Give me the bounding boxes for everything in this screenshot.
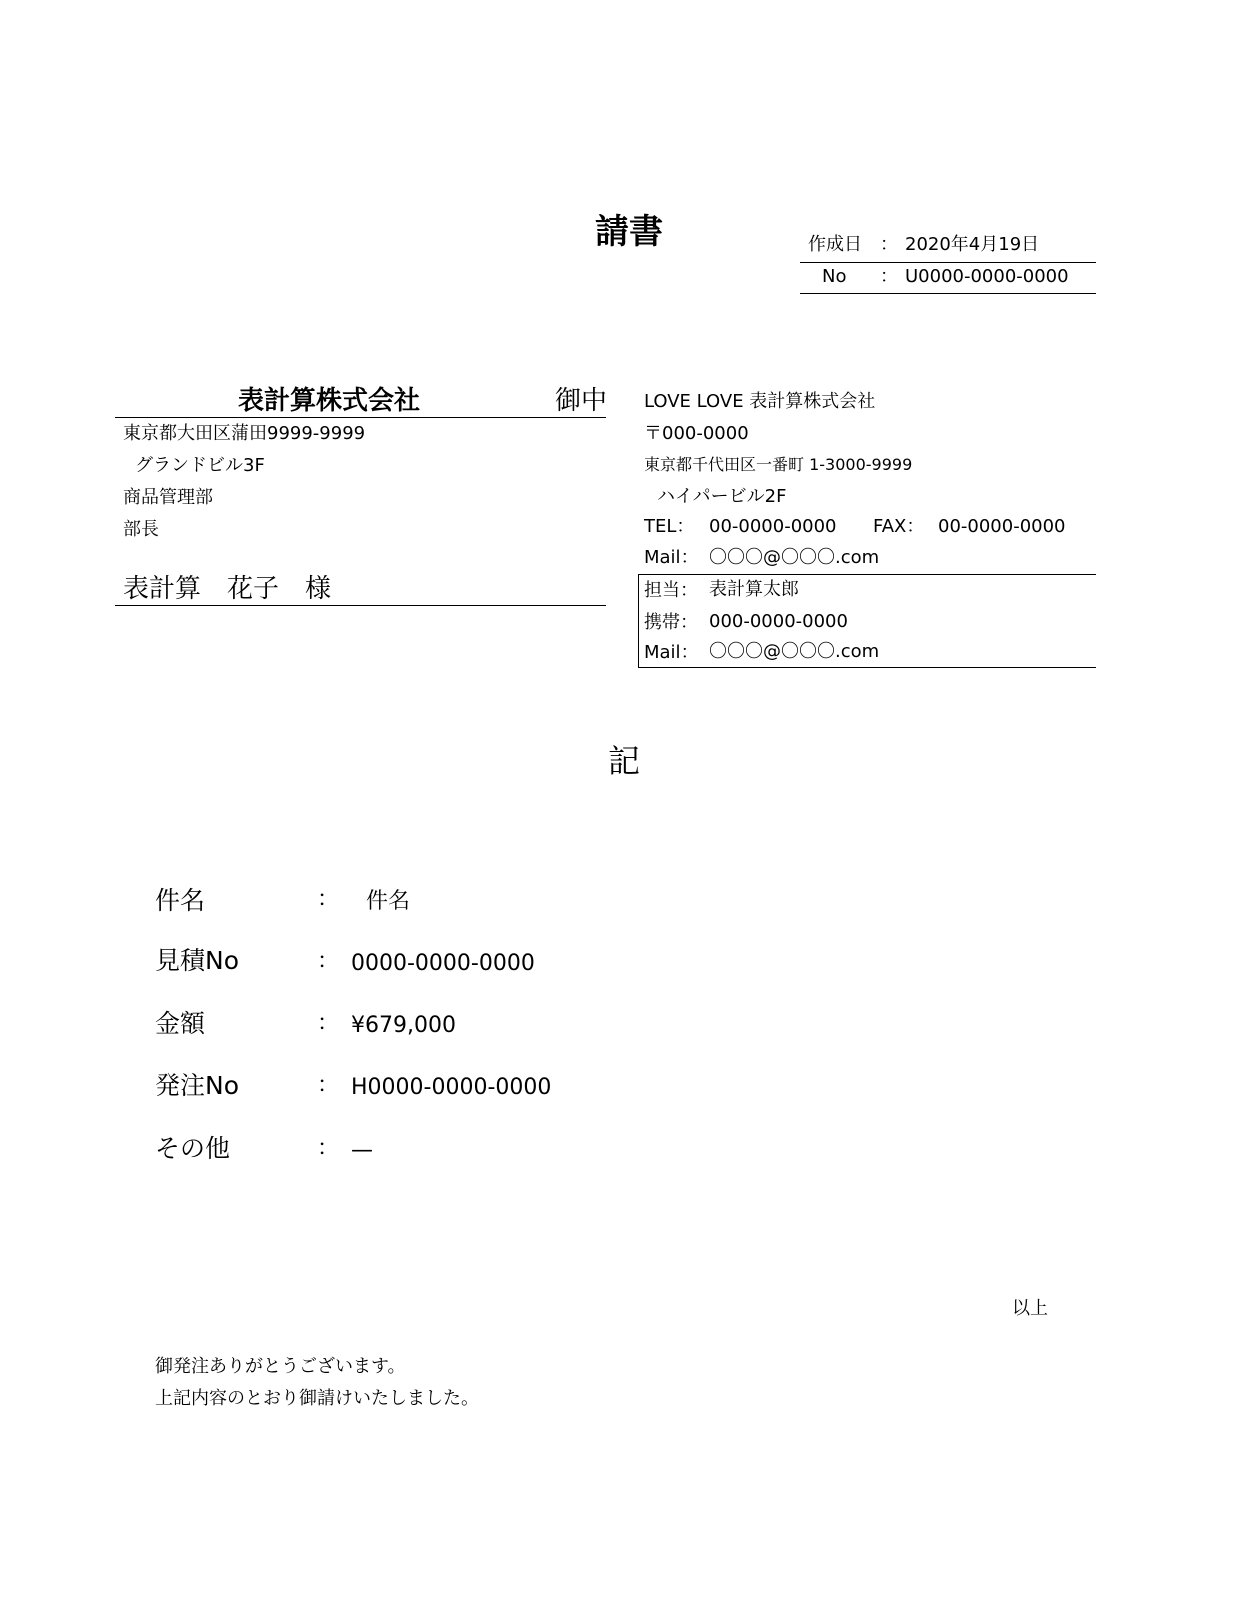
sender-divider <box>638 574 1096 575</box>
note-line1: 御発注ありがとうございます。 <box>155 1356 406 1377</box>
sender-address-line2: ハイパービル2F <box>657 486 787 507</box>
item-amount-colon: ： <box>317 1011 340 1036</box>
document-no-label: No <box>822 266 847 287</box>
note-line2: 上記内容のとおり御請けいたしました。 <box>155 1388 479 1409</box>
sender-tel-label: TEL： <box>644 516 695 537</box>
item-subject-label: 件名 <box>155 886 206 915</box>
item-other-colon: ： <box>317 1136 340 1161</box>
created-date-colon: ： <box>880 234 898 255</box>
recipient-honorific: 御中 <box>555 386 608 416</box>
meta-divider <box>800 262 1096 263</box>
sender-address-line1: 東京都千代田区一番町 1-3000-9999 <box>644 455 913 474</box>
item-quote-no-colon: ： <box>317 949 340 974</box>
item-other-label: その他 <box>155 1134 231 1163</box>
sender-mail-label: Mail： <box>644 547 699 568</box>
ki-heading: 記 <box>608 742 641 780</box>
document-no-value: U0000-0000-0000 <box>905 266 1069 287</box>
item-subject-colon: ： <box>317 887 340 912</box>
recipient-company: 表計算株式会社 <box>238 386 421 416</box>
item-quote-no-label: 見積No <box>155 946 239 975</box>
sender-staff-label: 担当： <box>644 580 698 601</box>
recipient-position: 部長 <box>123 519 159 540</box>
recipient-department: 商品管理部 <box>123 487 213 508</box>
sender-company: LOVE LOVE 表計算株式会社 <box>644 391 876 412</box>
ijou-closing: 以上 <box>1012 1298 1048 1319</box>
item-amount-label: 金額 <box>155 1009 206 1038</box>
sender-mobile-value: 000-0000-0000 <box>709 611 848 632</box>
recipient-person: 表計算 花子 様 <box>123 574 332 604</box>
sender-staff-mail-label: Mail： <box>644 642 699 663</box>
recipient-person-underline <box>115 605 606 606</box>
document-no-colon: ： <box>880 266 898 287</box>
sender-postal-code: 〒000-0000 <box>644 423 749 444</box>
item-order-no-label: 発注No <box>155 1071 239 1100</box>
sender-fax-value: 00-0000-0000 <box>938 516 1066 537</box>
sender-bottom-line <box>638 667 1096 668</box>
created-date-value: 2020年4月19日 <box>905 234 1040 255</box>
meta-bottom-line <box>800 293 1096 294</box>
sender-staff-mail-value: 〇〇〇@〇〇〇.com <box>709 641 880 662</box>
sender-mail-value: 〇〇〇@〇〇〇.com <box>709 547 880 568</box>
item-order-no-colon: ： <box>317 1073 340 1098</box>
sender-fax-label: FAX： <box>873 516 925 537</box>
sender-staff-value: 表計算太郎 <box>709 579 799 600</box>
recipient-company-underline <box>115 417 606 418</box>
sender-tel-value: 00-0000-0000 <box>709 516 837 537</box>
item-subject-value: 件名 <box>366 889 411 914</box>
document-title: 請書 <box>595 212 663 252</box>
item-quote-no-value: 0000-0000-0000 <box>351 951 535 976</box>
item-amount-value: ¥679,000 <box>351 1013 456 1038</box>
item-other-value: — <box>351 1138 373 1163</box>
sender-staff-left-border <box>638 574 639 667</box>
sender-mobile-label: 携帯： <box>644 612 698 633</box>
recipient-address-line1: 東京都大田区蒲田9999-9999 <box>123 423 366 444</box>
recipient-address-line2: グランドビル3F <box>135 455 265 476</box>
item-order-no-value: H0000-0000-0000 <box>351 1075 552 1100</box>
created-date-label: 作成日 <box>808 234 862 255</box>
